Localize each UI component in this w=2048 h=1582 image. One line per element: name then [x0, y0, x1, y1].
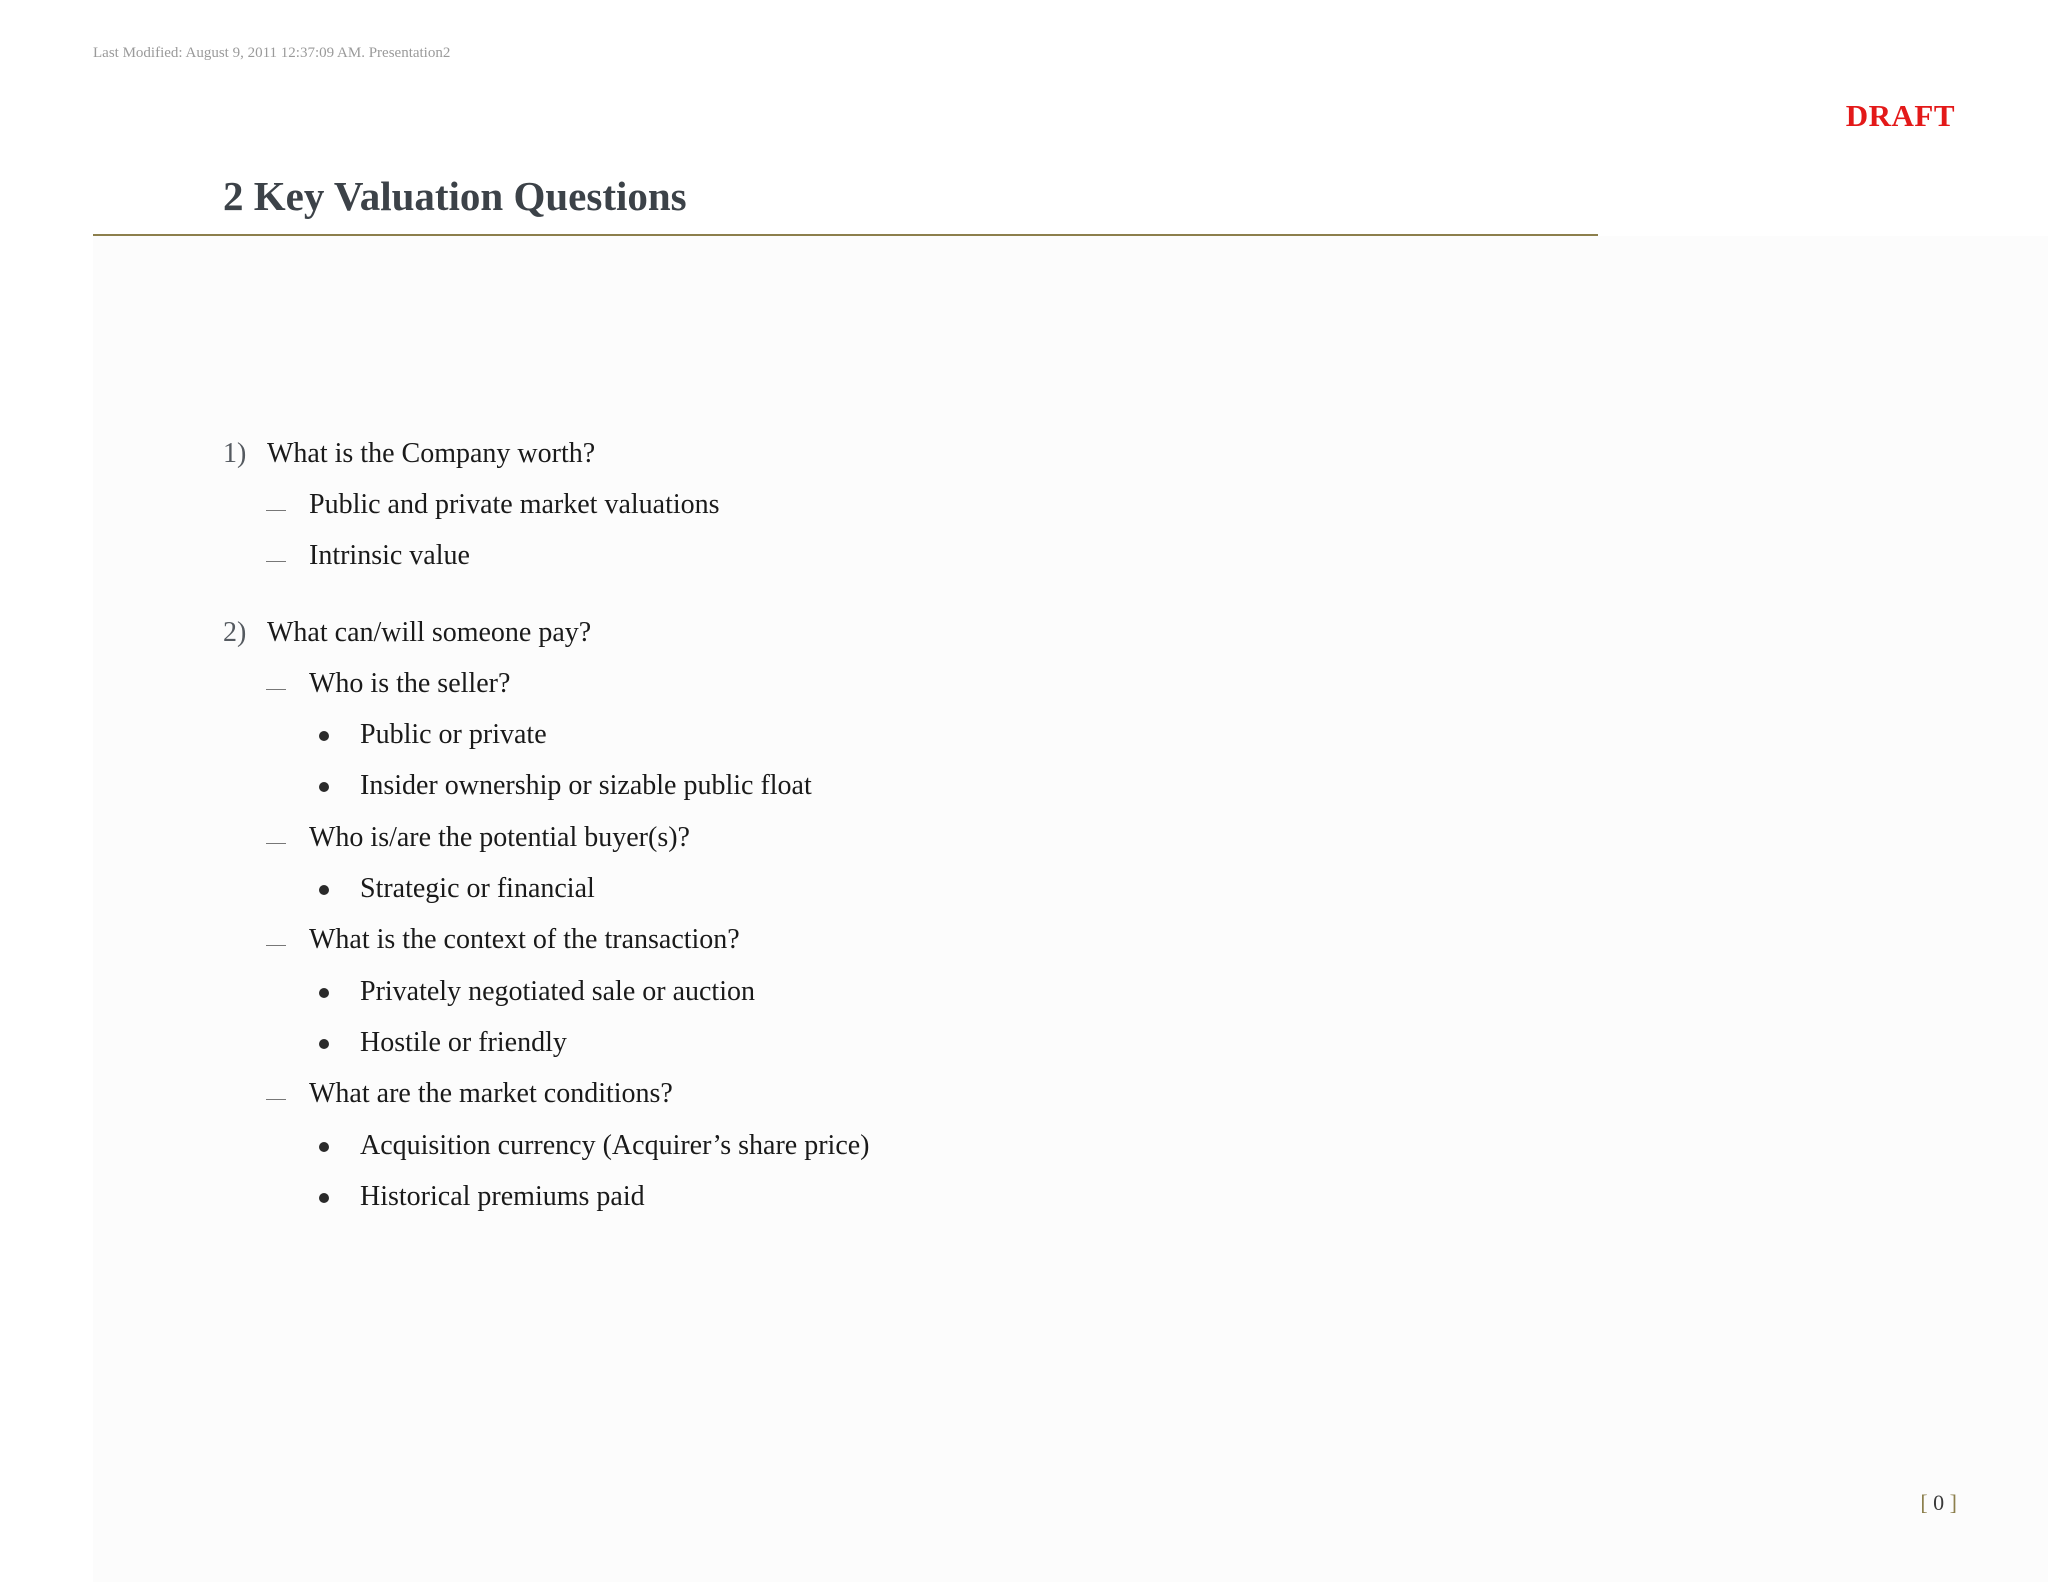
dash-marker	[266, 843, 286, 844]
bullet-marker	[319, 1039, 329, 1049]
last-modified-stamp: Last Modified: August 9, 2011 12:37:09 AM. Presentation2	[93, 45, 451, 61]
dash-marker	[266, 945, 286, 946]
list-item: Who is/are the potential buyer(s)?	[309, 822, 690, 853]
list-item: Privately negotiated sale or auction	[360, 976, 755, 1007]
list-item: Strategic or financial	[360, 873, 595, 904]
question-1-number: 1)	[223, 438, 247, 469]
list-item: Intrinsic value	[309, 540, 470, 571]
list-item: What is the context of the transaction?	[309, 924, 740, 955]
bullet-marker	[319, 782, 329, 792]
list-item: Public and private market valuations	[309, 489, 720, 520]
list-item: Public or private	[360, 719, 547, 750]
dash-marker	[266, 689, 286, 690]
question-2-number: 2)	[223, 617, 247, 648]
bullet-marker	[319, 731, 329, 741]
draft-label: DRAFT	[1845, 98, 1955, 133]
dash-marker	[266, 561, 286, 562]
page-number-value: 0	[1933, 1490, 1945, 1515]
question-2-text: What can/will someone pay?	[267, 617, 592, 648]
bullet-marker	[319, 885, 329, 895]
list-item: Who is the seller?	[309, 668, 511, 699]
question-1-text: What is the Company worth?	[267, 438, 596, 469]
page-title: 2 Key Valuation Questions	[223, 173, 687, 219]
dash-marker	[266, 510, 286, 511]
page-number-bracket-open: [	[1920, 1490, 1928, 1515]
list-item: What are the market conditions?	[309, 1078, 673, 1109]
bullet-marker	[319, 988, 329, 998]
list-item: Hostile or friendly	[360, 1027, 567, 1058]
dash-marker	[266, 1099, 286, 1100]
page-number-bracket-close: ]	[1949, 1490, 1957, 1515]
bullet-marker	[319, 1193, 329, 1203]
list-item: Acquisition currency (Acquirer’s share price)	[360, 1130, 870, 1161]
list-item: Insider ownership or sizable public float	[360, 770, 812, 801]
page-number	[1920, 1490, 1957, 1516]
list-item: Historical premiums paid	[360, 1181, 645, 1212]
title-divider	[93, 234, 1598, 236]
bullet-marker	[319, 1142, 329, 1152]
